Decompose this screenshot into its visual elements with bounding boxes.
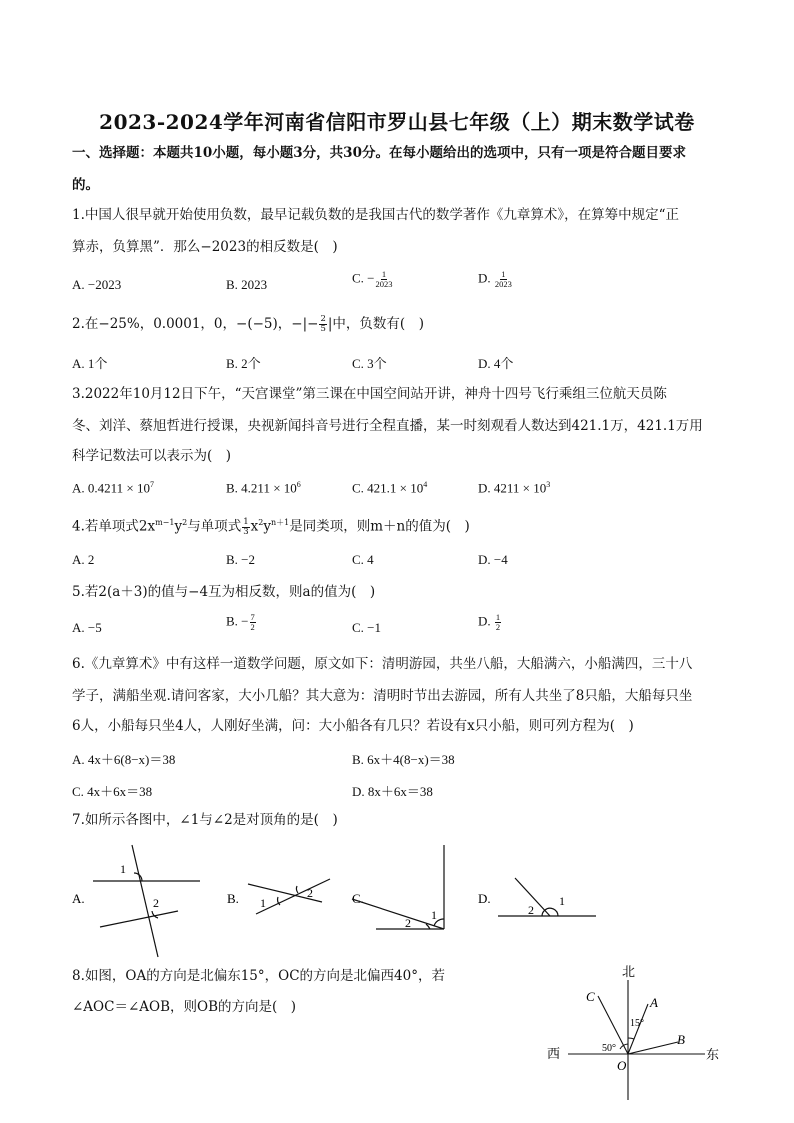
q3-line2: 冬、刘洋、蔡旭哲进行授课，央视新闻抖音号进行全程直播，某一时刻观看人数达到421.1万，421.1万用: [72, 418, 703, 434]
q4-part: 与单项式: [187, 518, 242, 535]
q1-option-c-label: C. −: [352, 270, 375, 286]
angle-50-label: 50°: [602, 1043, 616, 1054]
q1-d-fraction: [495, 270, 512, 289]
fraction-denominator: 3: [243, 526, 249, 537]
q1-c-fraction: [376, 270, 393, 289]
section-heading-cont: 的。: [72, 177, 99, 193]
q1-option-c: [352, 270, 394, 289]
q2-option-b: B. 2个: [226, 356, 261, 371]
q8-line2: ∠AOC＝∠AOB，则OB的方向是( ): [72, 999, 297, 1015]
fraction-numerator: 1: [243, 516, 249, 527]
angle-2-label: 2: [307, 886, 313, 900]
exponent: n＋1: [271, 518, 290, 527]
q6-option-c: C. 4x＋6x＝38: [72, 784, 153, 799]
q4-fraction: [242, 518, 249, 537]
q6-line3: 6人，小船每只坐4人，人刚好坐满，问：大小船各有几只？若设有x只小船，则可列方程为( ): [72, 718, 634, 734]
q5-option-d: [478, 613, 502, 632]
q4-option-b: B. −2: [226, 552, 256, 567]
q2-option-d: D. 4个: [478, 356, 514, 371]
ray-c-label: C: [586, 989, 595, 1004]
q4-part: y: [174, 518, 183, 535]
fraction-numerator: 1: [495, 612, 501, 622]
angle-2-label: 2: [153, 896, 159, 910]
q7-figure-a: [93, 845, 200, 957]
ray-a-label: A: [650, 995, 658, 1010]
q7-figure-d-label: D.: [478, 891, 491, 906]
q2-option-a: A. 1个: [72, 356, 108, 371]
q1-line2: 算赤，负算黑”．那么−2023的相反数是( ): [72, 239, 338, 255]
exponent: 2: [258, 518, 264, 527]
q1-option-d: [478, 270, 513, 289]
q4-option-d: D. −4: [478, 552, 508, 567]
angle-2-label: 2: [528, 903, 534, 917]
fraction-denominator: 2023: [375, 279, 393, 289]
q5-option-a: A. −5: [72, 620, 102, 635]
q7-figures: [60, 835, 620, 965]
exponent: m−1: [155, 518, 175, 527]
exponent: 6: [296, 480, 301, 489]
q4-part: 4.若单项式2x: [72, 518, 156, 535]
fraction-denominator: 2: [250, 622, 255, 632]
q3-option-c-label: C. 421.1 × 10: [352, 480, 424, 496]
q3-option-b: [226, 480, 301, 496]
q5-option-d-label: D.: [478, 613, 494, 629]
fraction-numerator: 7: [250, 612, 255, 622]
angle-15-label: 15°: [630, 1018, 644, 1029]
q2-stem: [72, 314, 424, 334]
q5-b-fraction: [250, 613, 256, 632]
q1-line1: 1.中国人很早就开始使用负数，最早记载负数的是我国古代的数学著作《九章算术》，在算筹中规定“正: [72, 207, 680, 223]
q6-option-b: B. 6x＋4(8−x)＝38: [352, 752, 455, 767]
fraction-denominator: 2023: [494, 279, 512, 289]
q3-option-b-label: B. 4.211 × 10: [226, 480, 297, 496]
q4-stem: [72, 513, 470, 537]
section-heading: 一、选择题：本题共10小题，每小题3分，共30分。在每小题给出的选项中，只有一项是符合题目要求: [72, 145, 686, 161]
q4-part: x: [250, 518, 259, 535]
ray-b-label: B: [677, 1032, 685, 1047]
fraction-numerator: 1: [501, 269, 506, 279]
q6-line1: 6.《九章算术》中有这样一道数学问题，原文如下：清明游园，共坐八船，大船满六，小船满四，三十八: [72, 656, 693, 672]
q7-figure-a-label: A.: [72, 891, 85, 906]
q5-option-b: [226, 613, 257, 632]
q5-stem: 5.若2(a＋3)的值与−4互为相反数，则a的值为( ): [72, 584, 376, 600]
q4-part: y: [263, 518, 271, 535]
q1-option-a: A. −2023: [72, 277, 122, 292]
angle-1-label: 1: [431, 908, 437, 922]
angle-1-label: 1: [260, 896, 266, 910]
exponent: 4: [423, 480, 428, 489]
angle-1-label: 1: [559, 894, 565, 908]
q4-option-c: C. 4: [352, 552, 374, 567]
q3-option-d-label: D. 4211 × 10: [478, 480, 547, 496]
q8-compass-diagram: [540, 960, 730, 1110]
angle-2-label: 2: [405, 916, 411, 930]
origin-o-label: O: [617, 1058, 627, 1073]
q3-line1: 3.2022年10月12日下午，“天宫课堂”第三课在中国空间站开讲，神舟十四号飞行乘组三位航天员陈: [72, 386, 667, 402]
exponent: 3: [546, 480, 551, 489]
q1-option-d-label: D.: [478, 270, 494, 286]
q7-figure-b-label: B.: [227, 891, 239, 906]
east-label: 东: [706, 1047, 720, 1062]
fraction-numerator: 2: [320, 314, 326, 324]
q3-option-a: [72, 480, 154, 496]
exponent: 7: [150, 480, 154, 489]
fraction-denominator: 5: [320, 324, 326, 334]
q6-line2: 学子，满船坐观.请问客家，大小几船？其大意为：清明时节出去游园，所有人共坐了8只船，大船每只坐: [72, 688, 693, 704]
q3-option-c: [352, 480, 427, 496]
fraction-numerator: 1: [381, 269, 387, 279]
q2-option-c: C. 3个: [352, 356, 387, 371]
q5-d-fraction: [495, 613, 501, 632]
q6-option-d: D. 8x＋6x＝38: [352, 784, 433, 799]
page-title: 2023-2024学年河南省信阳市罗山县七年级（上）期末数学试卷: [99, 110, 695, 134]
q8-line1: 8.如图，OA的方向是北偏东15°，OC的方向是北偏西40°，若: [72, 968, 445, 984]
q6-option-a: A. 4x＋6(8−x)＝38: [72, 752, 176, 767]
q2-stem-pre: 2.在−25%，0.0001，0，−(−5)，−|−: [72, 316, 319, 332]
q5-option-b-label: B. −: [226, 613, 249, 629]
q3-line3: 科学记数法可以表示为( ): [72, 448, 232, 464]
q4-part: 是同类项，则m＋n的值为( ): [289, 518, 470, 535]
fraction-denominator: 2: [495, 622, 501, 632]
q3-option-d: [478, 480, 550, 496]
q7-figure-c-label: C.: [352, 891, 364, 906]
q1-option-b: B. 2023: [226, 277, 268, 292]
q3-option-a-label: A. 0.4211 × 10: [72, 480, 150, 496]
q2-stem-post: |中，负数有( ): [327, 316, 424, 332]
exponent: 2: [182, 518, 188, 527]
q7-figure-d: [498, 878, 596, 916]
q5-option-c: C. −1: [352, 620, 382, 635]
q7-stem: 7.如所示各图中，∠1与∠2是对顶角的是( ): [72, 812, 338, 828]
q4-option-a: A. 2: [72, 552, 95, 567]
q2-fraction: [319, 315, 326, 334]
west-label: 西: [547, 1046, 561, 1061]
north-label: 北: [622, 964, 636, 979]
angle-1-label: 1: [120, 862, 126, 876]
